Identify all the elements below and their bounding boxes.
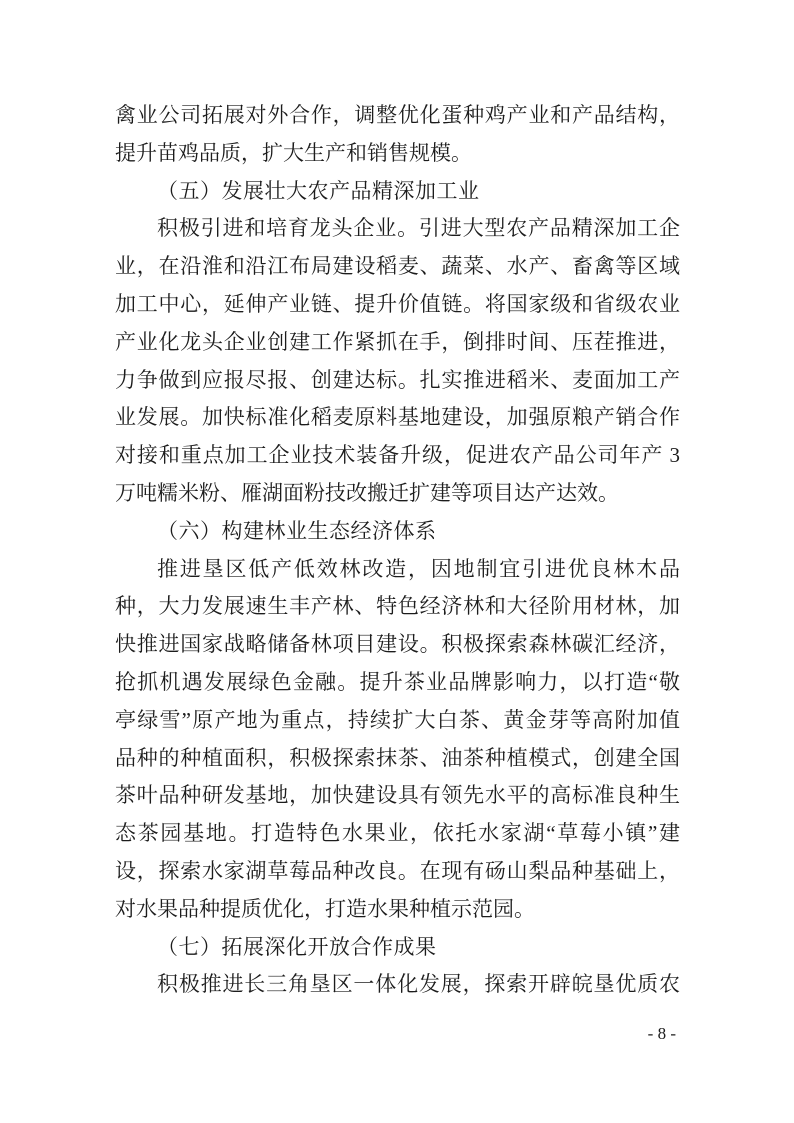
text-line: 对接和重点加工企业技术装备升级，促进农产品公司年产 3	[115, 443, 680, 468]
section-heading: （六）构建林业生态经济体系	[157, 518, 437, 543]
text-line: 业，在沿淮和沿江布局建设稻麦、蔬菜、水产、畜禽等区域	[115, 254, 680, 279]
text-line: 业发展。加快标准化稻麦原料基地建设，加强原粮产销合作	[115, 405, 680, 430]
text-line: 种，大力发展速生丰产林、特色经济林和大径阶用材林，加	[115, 594, 680, 619]
document-body	[115, 97, 680, 1004]
text-line: 加工中心，延伸产业链、提升价值链。将国家级和省级农业	[115, 291, 680, 316]
text-line: 万吨糯米粉、雁湖面粉技改搬迁扩建等项目达产达效。	[115, 480, 619, 505]
text-line: 茶叶品种研发基地，加快建设具有领先水平的高标准良种生	[115, 783, 680, 808]
text-line: 设，探索水家湖草莓品种改良。在现有砀山梨品种基础上，	[115, 858, 680, 883]
page-number: - 8 -	[647, 1024, 676, 1043]
text-line: 禽业公司拓展对外合作，调整优化蛋种鸡产业和产品结构，	[115, 103, 680, 127]
text-line: 态茶园基地。打造特色水果业，依托水家湖“草莓小镇”建	[115, 821, 680, 846]
text-line: 推进垦区低产低效林改造，因地制宜引进优良林木品	[157, 556, 680, 581]
text-line: 抢抓机遇发展绿色金融。提升茶业品牌影响力，以打造“敬	[115, 669, 680, 694]
text-line: 快推进国家战略储备林项目建设。积极探索森林碳汇经济，	[115, 632, 680, 657]
section-heading: （七）拓展深化开放合作成果	[157, 934, 437, 959]
text-line: 积极推进长三角垦区一体化发展，探索开辟皖垦优质农	[157, 972, 680, 997]
text-line: 品种的种植面积，积极探索抹茶、油茶种植模式，创建全国	[115, 745, 680, 770]
text-line: 提升苗鸡品质，扩大生产和销售规模。	[115, 140, 472, 165]
text-line: 对水果品种提质优化，打造水果种植示范园。	[115, 896, 535, 921]
text-line: 亭绿雪”原产地为重点，持续扩大白茶、黄金芽等高附加值	[115, 707, 680, 732]
text-line: 积极引进和培育龙头企业。引进大型农产品精深加工企	[157, 216, 680, 241]
text-line: 产业化龙头企业创建工作紧抓在手，倒排时间、压茬推进，	[115, 329, 680, 354]
text-line: 力争做到应报尽报、创建达标。扎实推进稻米、麦面加工产	[115, 367, 680, 392]
section-heading: （五）发展壮大农产品精深加工业	[157, 178, 480, 203]
